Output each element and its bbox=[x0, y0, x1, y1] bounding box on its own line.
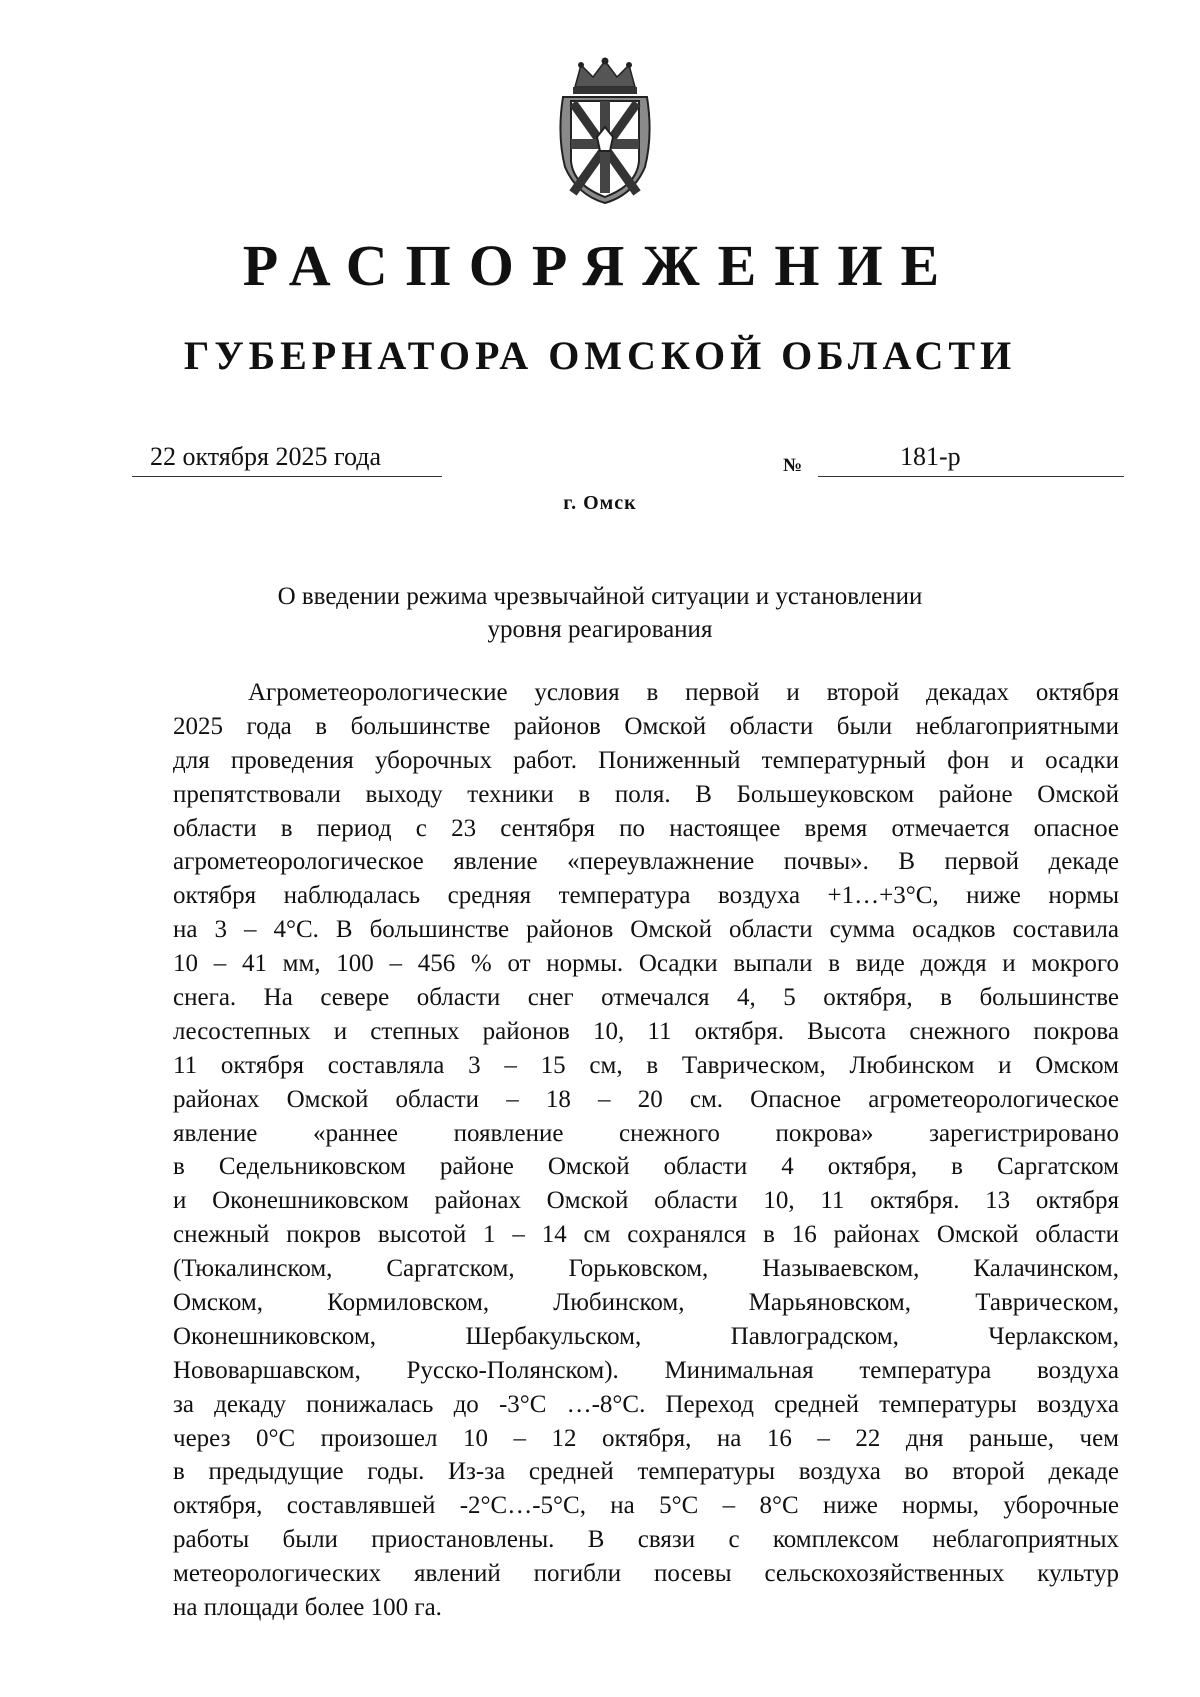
body-line: октября наблюдалась средняя температура воздуха +1…+3°С, ниже нормы bbox=[173, 882, 1119, 910]
body-line: Омском, Кормиловском, Любинском, Марьяновском, Таврическом, bbox=[173, 1289, 1119, 1317]
body-line: на площади более 100 га. bbox=[173, 1594, 442, 1622]
body-line: через 0°С произошел 10 – 12 октября, на 16 – 22 дня раньше, чем bbox=[173, 1424, 1119, 1452]
body-line: 11 октября составляла 3 – 15 см, в Таврическом, Любинском и Омском bbox=[173, 1051, 1119, 1079]
number-label: № bbox=[783, 455, 803, 476]
body-line: Нововаршавском, Русско-Полянском). Минимальная температура воздуха bbox=[173, 1356, 1119, 1384]
body-line: снежный покров высотой 1 – 14 см сохранялся в 16 районах Омской области bbox=[173, 1221, 1119, 1249]
body-line: октября, составлявшей -2°С…-5°С, на 5°С – 8°С ниже нормы, уборочные bbox=[173, 1492, 1119, 1520]
body-line: снега. На севере области снег отмечался 4, 5 октября, в большинстве bbox=[173, 984, 1119, 1012]
document-date: 22 октября 2025 года bbox=[150, 442, 381, 471]
body-line: на 3 – 4°С. В большинстве районов Омской области сумма осадков составила bbox=[173, 916, 1119, 944]
body-line: 2025 года в большинстве районов Омской области были неблагоприятными bbox=[173, 712, 1119, 740]
document-subject bbox=[0, 580, 1200, 646]
body-line: Оконешниковском, Шербакульском, Павлоградском, Черлакском, bbox=[173, 1322, 1119, 1350]
body-line: за декаду понижалась до -3°С …-8°С. Переход средней температуры воздуха bbox=[173, 1390, 1119, 1418]
body-line: в предыдущие годы. Из-за средней температуры воздуха во второй декаде bbox=[173, 1458, 1119, 1486]
body-line: в Седельниковском районе Омской области 4 октября, в Саргатском bbox=[173, 1153, 1119, 1181]
body-line: лесостепных и степных районов 10, 11 октября. Высота снежного покрова bbox=[173, 1017, 1119, 1045]
document-body bbox=[173, 676, 1119, 1625]
body-line: для проведения уборочных работ. Пониженный температурный фон и осадки bbox=[173, 746, 1119, 774]
body-line: работы были приостановлены. В связи с комплексом неблагоприятных bbox=[173, 1526, 1119, 1554]
subject-line: уровня реагирования bbox=[487, 616, 713, 643]
body-line: 10 – 41 мм, 100 – 456 % от нормы. Осадки выпали в виде дождя и мокрого bbox=[173, 950, 1119, 978]
body-line: и Оконешниковском районах Омской области 10, 11 октября. 13 октября bbox=[173, 1187, 1119, 1215]
body-line: препятствовали выходу техники в поля. В Большеуковском районе Омской bbox=[173, 780, 1119, 808]
coat-of-arms-icon bbox=[555, 55, 655, 205]
body-line: (Тюкалинском, Саргатском, Горьковском, Называевском, Калачинском, bbox=[173, 1255, 1119, 1283]
document-subtitle: ГУБЕРНАТОРА ОМСКОЙ ОБЛАСТИ bbox=[183, 333, 1017, 378]
document-city: г. Омск bbox=[563, 492, 637, 514]
document-number: 181-р bbox=[900, 442, 961, 471]
document-title: РАСПОРЯЖЕНИЕ bbox=[242, 233, 958, 298]
subject-line: О введении режима чрезвычайной ситуации и установлении bbox=[277, 583, 923, 610]
body-line: районах Омской области – 18 – 20 см. Опасное агрометеорологическое bbox=[173, 1085, 1119, 1113]
body-line: области в период с 23 сентября по настоящее время отмечается опасное bbox=[173, 814, 1119, 842]
date-underline bbox=[132, 476, 442, 477]
body-line: метеорологических явлений погибли посевы сельскохозяйственных культур bbox=[173, 1560, 1119, 1588]
body-line: Агрометеорологические условия в первой и второй декадах октября bbox=[248, 679, 1119, 706]
body-line: явление «раннее появление снежного покрова» зарегистрировано bbox=[173, 1119, 1119, 1147]
number-underline bbox=[818, 476, 1124, 477]
body-line: агрометеорологическое явление «переувлажнение почвы». В первой декаде bbox=[173, 848, 1119, 876]
